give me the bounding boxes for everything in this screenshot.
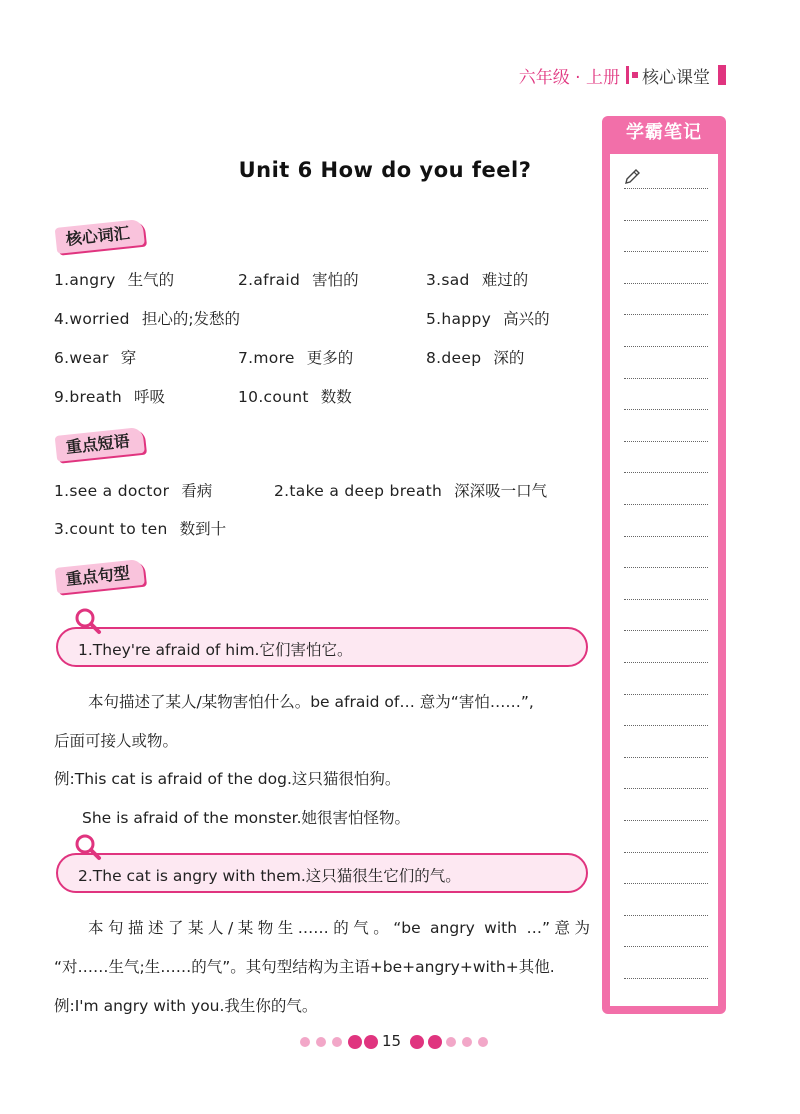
- notes-title: 学霸笔记: [626, 122, 702, 143]
- vocab-item: 3.sad 难过的: [426, 271, 529, 289]
- phrase-item: 3.count to ten 数到十: [54, 520, 227, 538]
- vocab-item: 7.more 更多的: [238, 349, 354, 367]
- note-line: [624, 314, 708, 315]
- note-line: [624, 472, 708, 473]
- page-number: 15: [382, 1032, 402, 1050]
- sentence-text: 2.The cat is angry with them.这只猫很生它们的气。: [78, 867, 461, 885]
- sentence-text: 1.They're afraid of him.它们害怕它。: [78, 641, 353, 659]
- footer-dot: [446, 1037, 456, 1047]
- note-line: [624, 567, 708, 568]
- note-line: [624, 283, 708, 284]
- note-line: [624, 536, 708, 537]
- note-line: [624, 188, 708, 189]
- section-tag-sentences: 重点句型: [55, 559, 145, 594]
- note-line: [624, 251, 708, 252]
- magnifier-icon: [74, 833, 102, 861]
- notes-paper: [610, 154, 718, 1006]
- header-course: 核心课堂: [642, 67, 710, 88]
- example-line: 例:This cat is afraid of the dog.这只猫很怕狗。: [54, 770, 401, 788]
- footer-dot: [348, 1035, 362, 1049]
- magnifier-icon: [74, 607, 102, 635]
- vocab-item: 4.worried 担心的;发愁的: [54, 310, 241, 328]
- footer-dot: [478, 1037, 488, 1047]
- sentence-pill-1: [56, 627, 588, 667]
- note-line: [624, 662, 708, 663]
- note-line: [624, 820, 708, 821]
- note-line: [624, 441, 708, 442]
- footer-dot: [462, 1037, 472, 1047]
- footer-dot: [316, 1037, 326, 1047]
- footer-dot: [410, 1035, 424, 1049]
- running-header: [519, 62, 726, 88]
- header-separator: [626, 66, 629, 84]
- vocab-item: 10.count 数数: [238, 388, 352, 406]
- note-line: [624, 504, 708, 505]
- header-grade: 六年级 · 上册: [518, 67, 620, 88]
- vocab-item: 8.deep 深的: [426, 349, 525, 367]
- header-tab-marker: [718, 65, 726, 85]
- note-line: [624, 599, 708, 600]
- page-footer: [0, 1032, 800, 1052]
- note-line: [624, 978, 708, 979]
- footer-dot: [332, 1037, 342, 1047]
- vocab-item: 1.angry 生气的: [54, 271, 175, 289]
- vocab-item: 5.happy 高兴的: [426, 310, 550, 328]
- note-line: [624, 883, 708, 884]
- note-line: [624, 946, 708, 947]
- note-line: [624, 346, 708, 347]
- vocab-item: 6.wear 穿: [54, 349, 137, 367]
- pencil-icon: [623, 168, 641, 186]
- explanation-line: “对……生气;生……的气”。其句型结构为主语+be+angry+with+其他.: [54, 958, 555, 976]
- header-square-icon: [632, 72, 638, 78]
- vocab-item: 2.afraid 害怕的: [238, 271, 359, 289]
- note-line: [624, 409, 708, 410]
- note-line: [624, 694, 708, 695]
- example-line: She is afraid of the monster.她很害怕怪物。: [82, 809, 411, 827]
- explanation-line: 本句描述了某人/某物生……的气。“be angry with …”意为: [88, 919, 590, 937]
- section-tag-phrases: 重点短语: [55, 427, 145, 462]
- phrase-item: 1.see a doctor 看病: [54, 482, 213, 500]
- note-line: [624, 725, 708, 726]
- phrase-item: 2.take a deep breath 深深吸一口气: [274, 482, 548, 500]
- footer-dot: [364, 1035, 378, 1049]
- section-tag-vocab: 核心词汇: [55, 219, 145, 254]
- note-line: [624, 378, 708, 379]
- example-line: 例:I'm angry with you.我生你的气。: [54, 997, 318, 1015]
- note-line: [624, 757, 708, 758]
- note-line: [624, 220, 708, 221]
- notes-panel: [602, 116, 726, 1014]
- footer-dot: [428, 1035, 442, 1049]
- note-line: [624, 630, 708, 631]
- footer-dot: [300, 1037, 310, 1047]
- vocab-item: 9.breath 呼吸: [54, 388, 166, 406]
- note-line: [624, 788, 708, 789]
- note-line: [624, 915, 708, 916]
- note-line: [624, 852, 708, 853]
- explanation-line: 后面可接人或物。: [54, 732, 179, 750]
- unit-title: Unit 6 How do you feel?: [238, 158, 532, 182]
- explanation-line: 本句描述了某人/某物害怕什么。be afraid of… 意为“害怕……”,: [88, 693, 534, 711]
- sentence-pill-2: [56, 853, 588, 893]
